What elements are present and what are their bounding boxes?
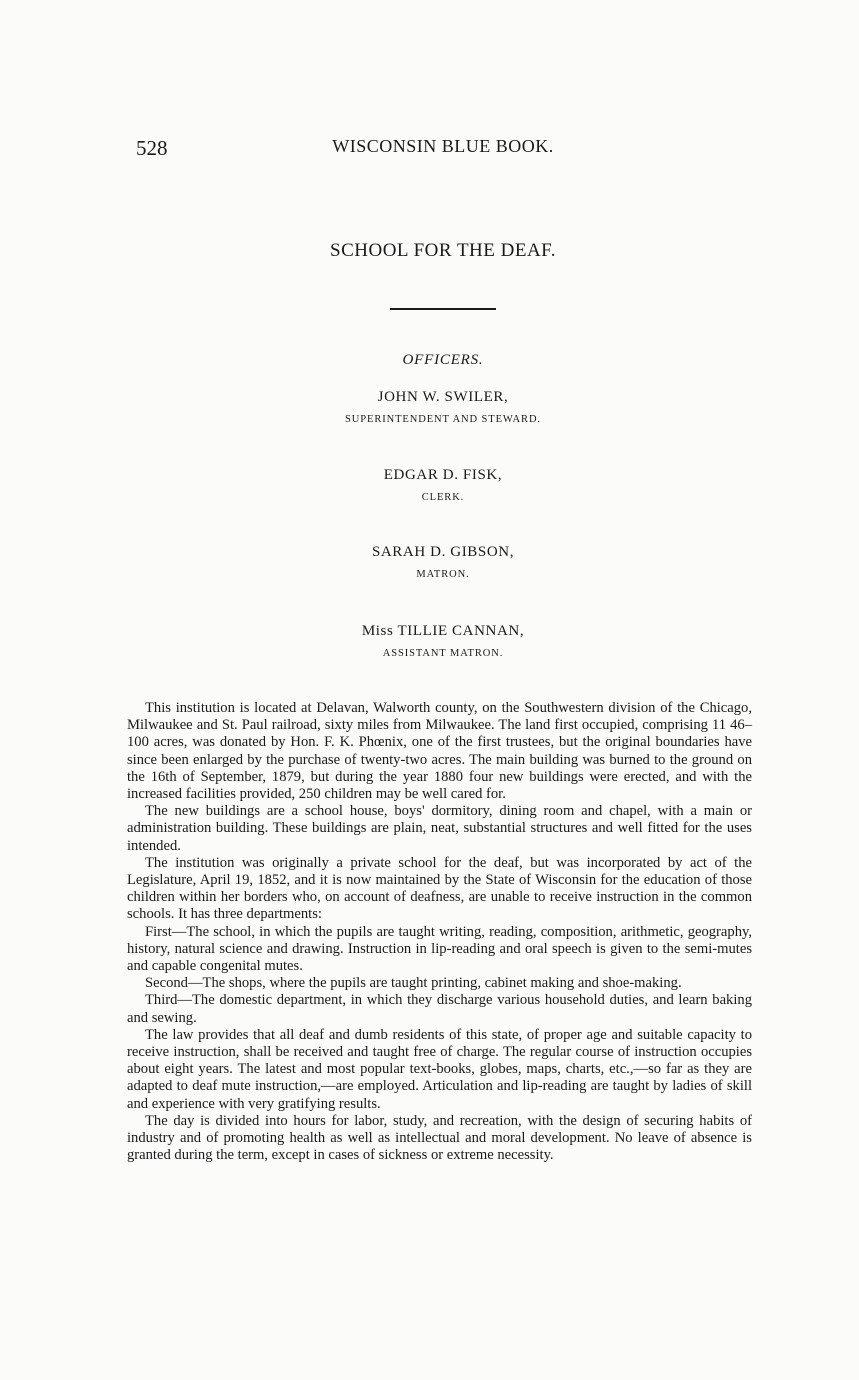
paragraph: The institution was originally a private school for the deaf, but was incorporated by act of the Legislature, April 19, 1852, and it is now maintained by the State of Wisconsin for the education of those children within her borders who, on account of deafness, are unable to receive instruction in the common schools. It has three departments: [127,854,752,923]
officer-title: SUPERINTENDENT AND STEWARD. [345,414,541,425]
page-header [0,136,859,162]
officer-name: JOHN W. SWILER, [377,389,509,405]
officer-name: EDGAR D. FISK, [383,467,503,483]
officer-name: Miss TILLIE CANNAN, [361,623,525,639]
paragraph: The day is divided into hours for labor, study, and recreation, with the design of securing habits of industry and of promoting health as well as intellectual and moral development. No leave of absence is granted during the term, except in cases of sickness or extreme necessity. [127,1112,752,1164]
officers-heading: OFFICERS. [402,352,484,368]
officer-name: SARAH D. GIBSON, [371,544,515,560]
paragraph: This institution is located at Delavan, Walworth county, on the Southwestern division of the Chicago, Milwaukee and St. Paul railroad, sixty miles from Milwaukee. The land first occupied, comprising 11 46–100 acres, was donated by Hon. F. K. Phœnix, one of the first trustees, but the original boundaries have since been enlarged by the purchase of twenty-two acres. The main building was burned to the ground on the 16th of September, 1879, but during the year 1880 four new buildings were erected, and with the increased facilities provided, 250 children may be well cared for. [127,700,752,803]
paragraph: The new buildings are a school house, boys' dormitory, dining room and chapel, with a main or administration building. These buildings are plain, neat, substantial structures and well fitted for the uses intended. [127,803,752,854]
title-rule [390,308,496,310]
officer-entry [0,387,859,429]
running-title: WISCONSIN BLUE BOOK. [332,136,554,156]
officer-title: MATRON. [416,569,470,580]
officer-entry [0,465,859,507]
body-text [127,700,752,1164]
paragraph: Second—The shops, where the pupils are taught printing, cabinet making and shoe-making. [145,975,682,992]
officer-title: ASSISTANT MATRON. [382,648,504,659]
section-title: SCHOOL FOR THE DEAF. [330,240,556,261]
officer-entry [0,542,859,584]
officer-entry [0,621,859,663]
page-number: 528 [136,136,168,160]
paragraph: The law provides that all deaf and dumb residents of this state, of proper age and suitable capacity to receive instruction, shall be received and taught free of charge. The regular course of instruction occupies about eight years. The latest and most popular text-books, globes, maps, charts, etc.,—so far as they are adapted to deaf mute instruction,—are employed. Articulation and lip-reading are taught by ladies of skill and experience with very gratifying results. [127,1026,752,1112]
paragraph: First—The school, in which the pupils are taught writing, reading, composition, arithmetic, geography, history, natural science and drawing. Instruction in lip-reading and oral speech is given to the semi-mutes and capable congenital mutes. [127,923,752,975]
officer-title: CLERK. [421,492,465,503]
paragraph: Third—The domestic department, in which they discharge various household duties, and learn baking and sewing. [127,992,752,1026]
